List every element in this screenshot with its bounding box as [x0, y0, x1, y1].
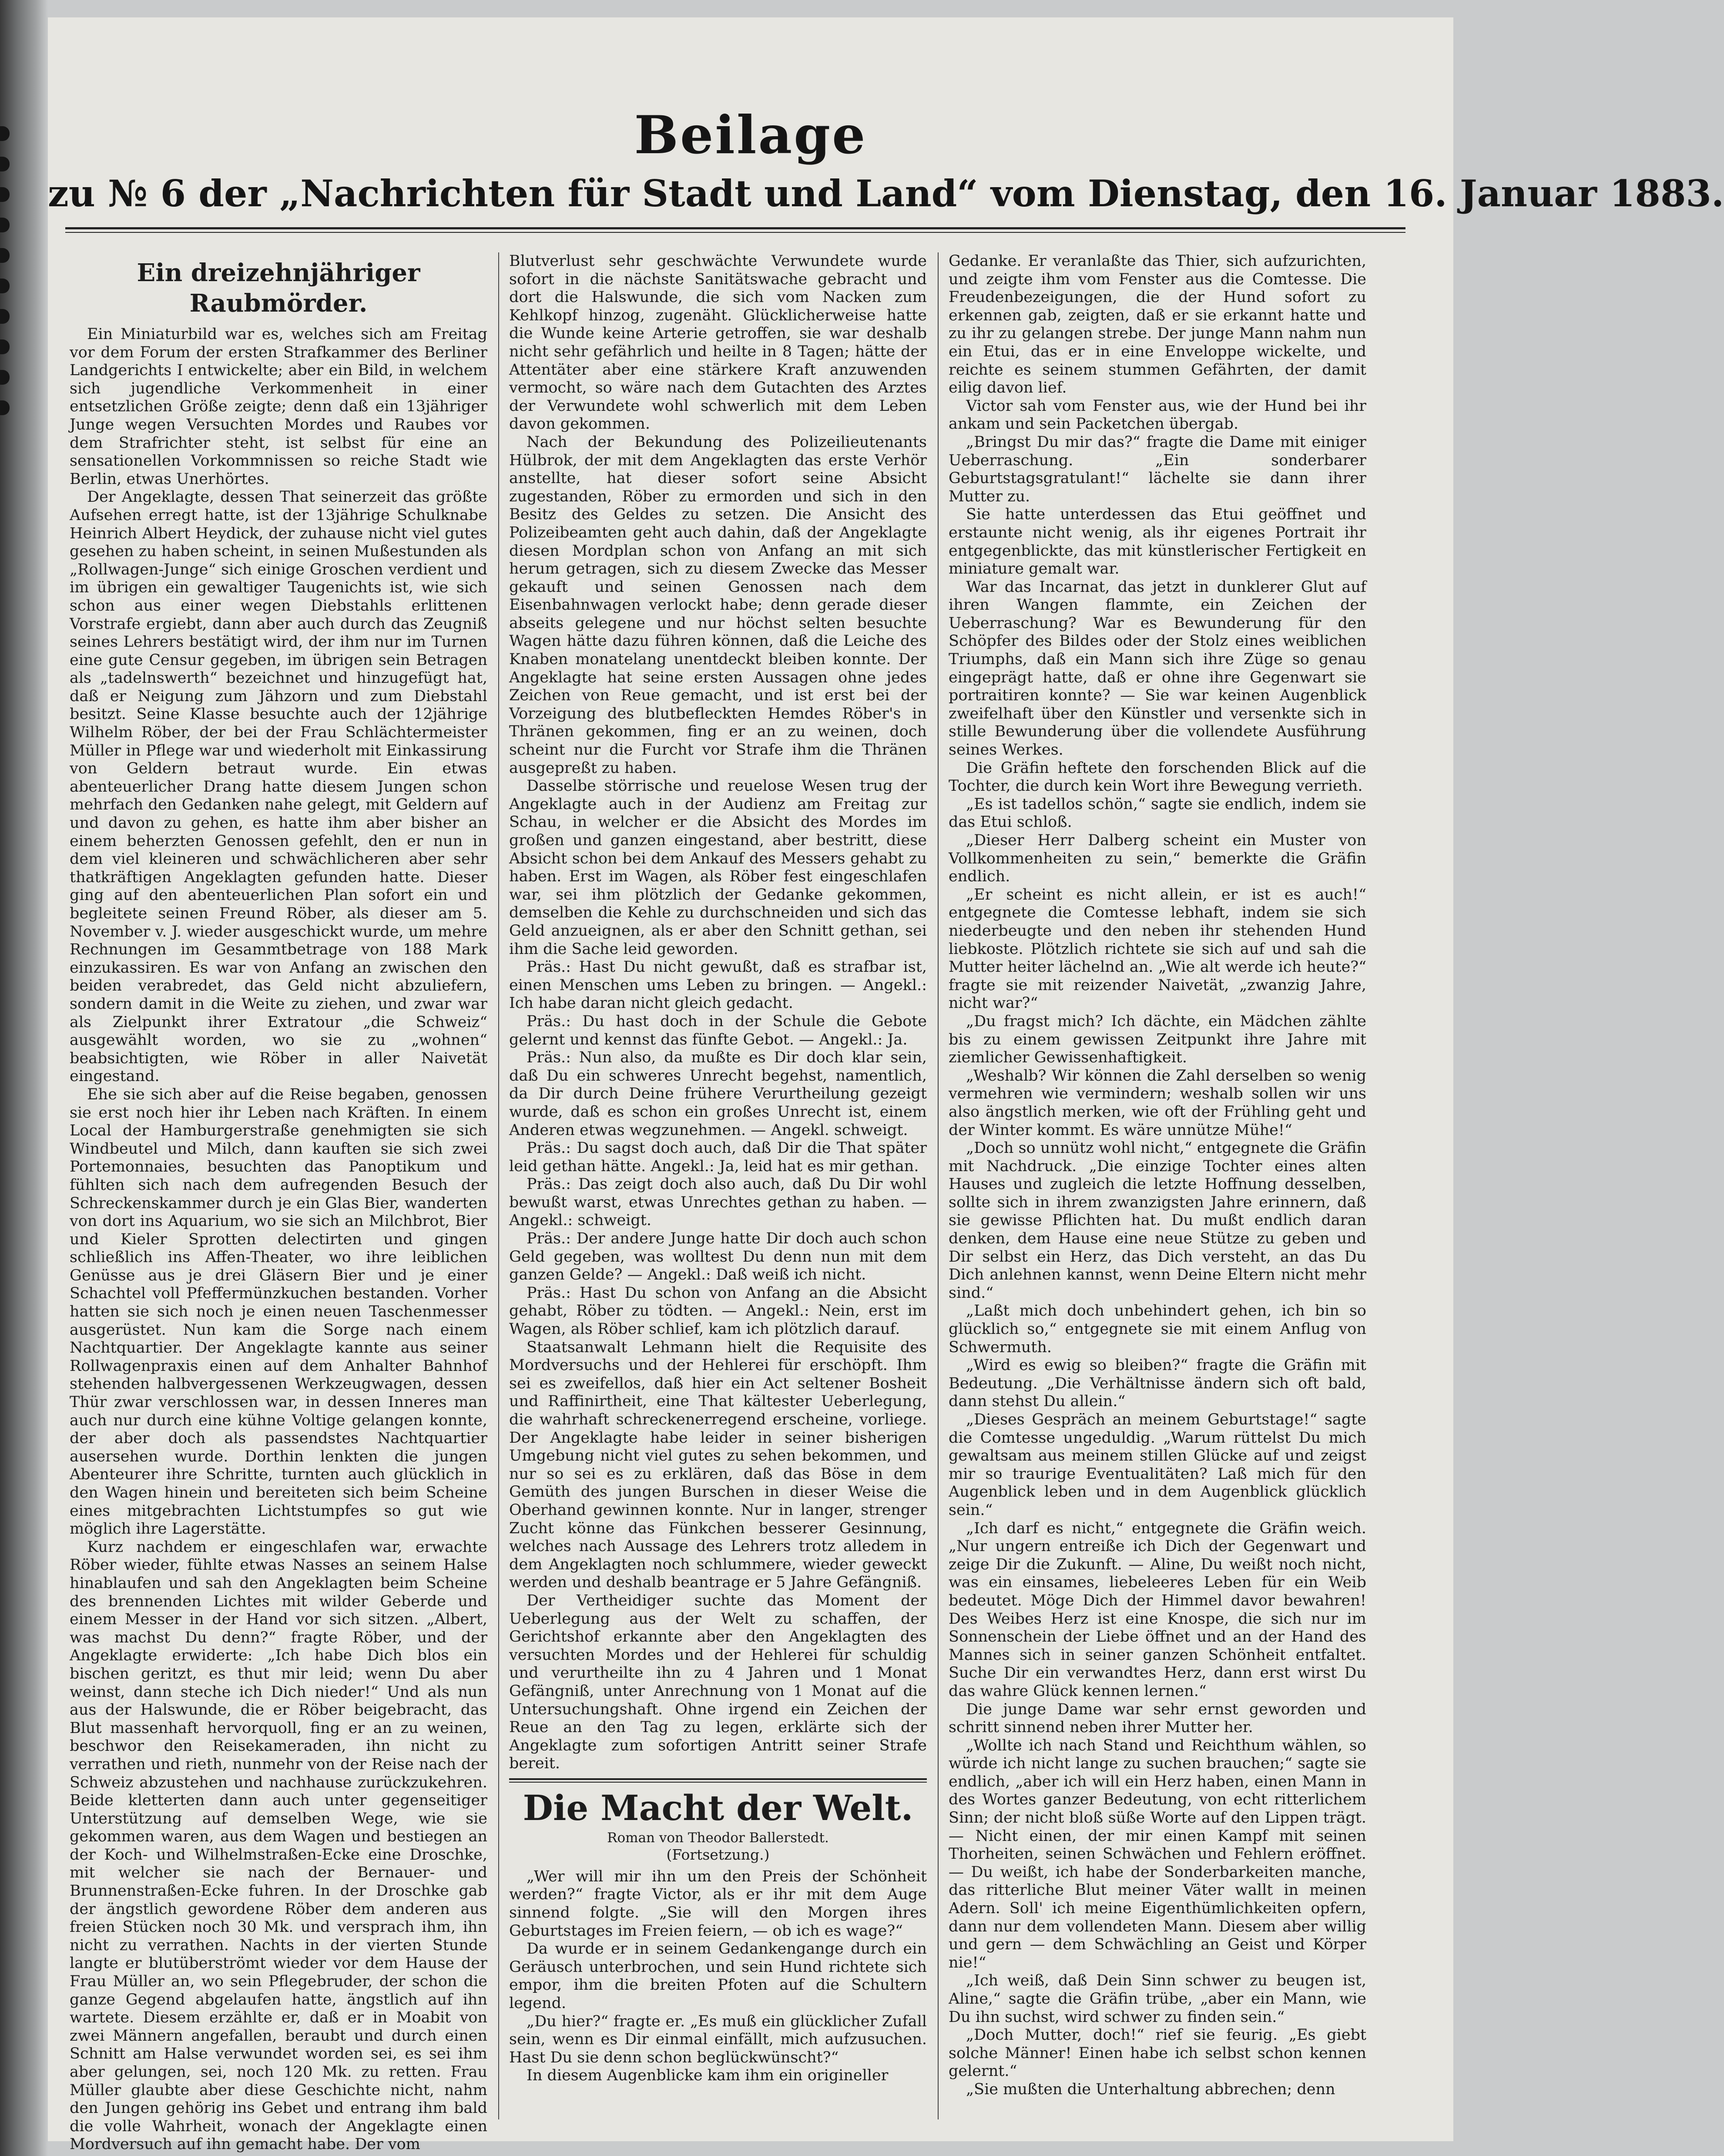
- article-paragraph: Kurz nachdem er eingeschlafen war, erwachte Röber wieder, fühlte etwas Nasses an seinem Halse hinablaufen und sah den Angeklagten beim Scheine des brennenden Lichtes mit wilder Geberde und einem Messer in der Hand vor sich sitzen. „Albert, was machst Du denn?“ fragte Röber, und der Angeklagte erwiderte: „Ich habe Dich blos ein bischen geritzt, es thut mir leid; wenn Du aber weinst, dann steche ich Dich nieder!“ Und als nun aus der Halswunde, die er Röber beigebracht, das Blut massenhaft hervorquoll, fing er an zu weinen, beschwor den Reisekameraden, ihn nicht zu verrathen und rieth, nunmehr von der Reise nach der Schweiz abzustehen und nachhause zurückzukehren. Beide kletterten dann auch unter gegenseitiger Unterstützung auf demselben Wege, wie sie gekommen waren, aus dem Wagen und bestiegen an der Koch- und Wilhelmstraßen-Ecke eine Droschke, mit welcher sie nach der Bernauer- und Brunnenstraßen-Ecke fuhren. In der Droschke gab der ängstlich gewordene Röber dem anderen aus freien Stücken noch 30 Mk. und versprach ihm, ihn nicht zu verrathen. Nachts in der vierten Stunde langte er blutüberströmt wieder vor dem Hause der Frau Müller an, wo sein Pflegebruder, der schon die ganze Gegend abgelaufen hatte, ängstlich auf ihn wartete. Diesem erzählte er, daß er in Moabit von zwei Männern angefallen, beraubt und durch einen Schnitt am Halse verwundet worden sei, es sei ihm aber gelungen, sei, noch 120 Mk. zu retten. Frau Müller glaubte aber diese Geschichte nicht, nahm den Jungen gehörig ins Gebet und entrang ihm bald die volle Wahrheit, wonach der Angeklagte einen Mordversuch auf ihn gemacht habe. Der vom: [70, 1538, 487, 2153]
- serial-installment: (Fortsetzung.): [666, 1846, 770, 1863]
- serial-byline: Roman von Theodor Ballerstedt.: [607, 1830, 829, 1846]
- article-paragraph: Nach der Bekundung des Polizeilieutenants Hülbrok, der mit dem Angeklagten das erste Verhör anstellte, hat dieser sofort seine Absicht zugestanden, Röber zu ermorden und sich in den Besitz des Geldes zu setzen. Die Ansicht des Polizeibeamten geht auch dahin, daß der Angeklagte diesen Mordplan schon von Anfang an mit sich herum getragen, sich zu diesem Zwecke das Messer gekauft und seinen Genossen nach dem Eisenbahnwagen verlockt habe; denn gerade dieser abseits gelegene und nur höchst selten besuchte Wagen hätte dazu führen können, daß die Leiche des Knaben monatelang unentdeckt bleiben konnte. Der Angeklagte hat seine ersten Aussagen ohne jedes Zeichen von Reue gemacht, und ist erst bei der Vorzeigung des blutbefleckten Hemdes Röber's in Thränen gekommen, fing er an zu weinen, doch scheint nur die Furcht vor Strafe ihm die Thränen ausgepreßt zu haben.: [509, 433, 927, 777]
- article-paragraph: Präs.: Der andere Junge hatte Dir doch auch schon Geld gegeben, was wolltest Du denn nun mit dem ganzen Gelde? — Angekl.: Daß weiß ich nicht.: [509, 1230, 927, 1284]
- article-paragraph: Präs.: Hast Du schon von Anfang an die Absicht gehabt, Röber zu tödten. — Angekl.: Nein, erst im Wagen, als Röber schlief, kam ich plötzlich darauf.: [509, 1284, 927, 1338]
- binding-hole: [0, 370, 10, 385]
- article-paragraph: „Ich weiß, daß Dein Sinn schwer zu beugen ist, Aline,“ sagte die Gräfin trübe, „aber ein Mann, wie Du ihn suchst, wird schwer zu finden sein.“: [949, 1972, 1366, 2026]
- article-paragraph: Präs.: Hast Du nicht gewußt, daß es strafbar ist, einen Menschen ums Leben zu bringen. — Angekl.: Ich habe daran nicht gleich gedacht.: [509, 958, 927, 1012]
- article-paragraph: „Sie mußten die Unterhaltung abbrechen; denn: [966, 2080, 1335, 2098]
- column-1: [70, 252, 487, 2153]
- article-paragraph: Blutverlust sehr geschwächte Verwundete wurde sofort in die nächste Sanitätswache gebracht und dort die Halswunde, die sich vom Nacken zum Kehlkopf hinzog, zugenäht. Glücklicherweise hatte die Wunde keine Arterie getroffen, sie war deshalb nicht sehr gefährlich und heilte in 8 Tagen; hätte der Attentäter aber eine stärkere Kraft anzuwenden vermocht, so wäre nach dem Gutachten des Arztes der Verwundete wohl schwerlich mit dem Leben davon gekommen.: [509, 252, 927, 433]
- article-paragraph: Victor sah vom Fenster aus, wie der Hund bei ihr ankam und sein Packetchen übergab.: [949, 397, 1366, 433]
- article-paragraph: Da wurde er in seinem Gedankengange durch ein Geräusch unterbrochen, und sein Hund richtete sich empor, ihm die breiten Pfoten auf die Schultern legend.: [509, 1940, 927, 2012]
- masthead-title: Beilage: [634, 104, 867, 166]
- column-3: [949, 252, 1366, 2124]
- binding-hole: [0, 339, 10, 354]
- column-2: [509, 252, 927, 2124]
- article-paragraph: Der Vertheidiger suchte das Moment der Ueberlegung aus der Welt zu schaffen, der Gerichtshof erkannte aber den Angeklagten des versuchten Mordes und der Hehlerei für schuldig und verurtheilte ihn zu 4 Jahren und 1 Monat Gefängniß, unter Anrechnung von 1 Monat auf die Untersuchungshaft. Ohne irgend ein Zeichen der Reue an den Tag zu legen, erklärte sich der Angeklagte zum sofortigen Antritt seiner Strafe bereit.: [509, 1592, 927, 1773]
- article-paragraph: Präs.: Du hast doch in der Schule die Gebote gelernt und kennst das fünfte Gebot. — Angekl.: Ja.: [509, 1012, 927, 1048]
- masthead-subtitle: zu № 6 der „Nachrichten für Stadt und Land“ vom Dienstag, den 16. Januar 1883.: [48, 172, 1724, 215]
- binding-hole: [0, 126, 10, 141]
- binding-hole: [0, 187, 10, 202]
- column-divider: [498, 252, 499, 2119]
- article-paragraph: „Du hier?“ fragte er. „Es muß ein glücklicher Zufall sein, wenn es Dir einmal einfällt, mich aufzusuchen. Hast Du sie denn schon beglückwünscht?“: [509, 2012, 927, 2066]
- binding-hole: [0, 157, 10, 171]
- article-paragraph: „Wollte ich nach Stand und Reichthum wählen, so würde ich nicht lange zu suchen brauchen;“ sagte sie endlich, „aber ich will ein Herz haben, einen Mann in des Wortes ganzer Bedeutung, von echt ritterlichem Sinn; der nicht bloß süße Worte auf den Lippen trägt. — Nicht einen, der mir einen Kampf mit seinen Thorheiten, seinen Schwächen und Fehlern eröffnet. — Du weißt, ich habe der Sonderbarkeiten manche, das ritterliche Blut meiner Väter wallt in meinen Adern. Soll' ich meine Eigenthümlichkeiten opfern, dann nur dem vollendeten Mann. Diesem aber willig und gern — dem Schwächling an Geist und Körper nie!“: [949, 1736, 1366, 1971]
- article-paragraph: In diesem Augenblicke kam ihm ein origineller: [527, 2067, 889, 2085]
- article-paragraph: Präs.: Du sagst doch auch, daß Dir die That später leid gethan hätte. Angekl.: Ja, leid hat es mir gethan.: [509, 1139, 927, 1175]
- article-paragraph: „Es ist tadellos schön,“ sagte sie endlich, indem sie das Etui schloß.: [949, 795, 1366, 831]
- column-divider: [938, 252, 939, 2119]
- article-paragraph: „Ich darf es nicht,“ entgegnete die Gräfin weich. „Nur ungern entreiße ich Dich der Gegenwart und zeige Dir die Zukunft. — Aline, Du weißt noch nicht, was ein einsames, liebeleeres Leben für ein Weib bedeutet. Möge Dich der Himmel davor bewahren! Des Weibes Herz ist eine Knospe, die sich nur im Sonnenschein der Liebe öffnet und an der Hand des Mannes sich in seiner ganzen Schönheit entfaltet. Suche Dir ein verwandtes Herz, dann erst wirst Du das wahre Glück kennen lernen.“: [949, 1519, 1366, 1700]
- section-divider: [509, 1778, 927, 1783]
- article-headline: Ein dreizehnjähriger Raubmörder.: [137, 259, 420, 318]
- article-paragraph: Die junge Dame war sehr ernst geworden und schritt sinnend neben ihrer Mutter her.: [949, 1700, 1366, 1736]
- article-paragraph: „Doch Mutter, doch!“ rief sie feurig. „Es giebt solche Männer! Einen habe ich selbst schon kennen gelernt.“: [949, 2026, 1366, 2080]
- article-paragraph: Der Angeklagte, dessen That seinerzeit das größte Aufsehen erregt hatte, ist der 13jährige Schulknabe Heinrich Albert Heydick, der zuhause nicht viel gutes gesehen zu haben scheint, in seinen Mußestunden als „Rollwagen-Junge“ sich einige Groschen verdient und im übrigen ein gewaltiger Taugenichts ist, wie sich schon aus einer wegen Diebstahls erlittenen Vorstrafe ergiebt, dann aber auch durch das Zeugniß seines Lehrers bestätigt wird, der ihm nur im Turnen eine gute Censur gegeben, im übrigen sein Betragen als „tadelnswerth“ bezeichnet und hinzugefügt hat, daß er Neigung zum Jähzorn und zum Diebstahl besitzt. Seine Klasse besuchte auch der 12jährige Wilhelm Röber, der bei der Frau Schlächtermeister Müller in Pflege war und wiederholt mit Einkassirung von Geldern betraut wurde. Ein etwas abenteuerlicher Drang hatte diesem Jungen schon mehrfach den Gedanken nahe gelegt, mit Geldern auf und davon zu gehen, es hatte ihm aber bisher an einem beherzten Genossen gefehlt, den er nun in dem viel kleineren und schwächlicheren aber sehr thatkräftigen Angeklagten gefunden hatte. Dieser ging auf den abenteuerlichen Plan sofort ein und begleitete seinen Freund Röber, als dieser am 5. November v. J. wieder ausgeschickt wurde, um mehre Rechnungen im Gesammtbetrage von 188 Mark einzukassiren. Es war von Anfang an zwischen den beiden verabredet, das Geld nicht abzuliefern, sondern damit in die Weite zu ziehen, und zwar war als Zielpunkt ihrer Extratour „die Schweiz“ ausgewählt worden, wo sie zu „wohnen“ beabsichtigten, wie Röber in aller Naivetät eingestand.: [70, 488, 487, 1085]
- article-paragraph: „Bringst Du mir das?“ fragte die Dame mit einiger Ueberraschung. „Ein sonderbarer Geburtstagsgratulant!“ lächelte sie dann ihrer Mutter zu.: [949, 433, 1366, 505]
- article-paragraph: „Laßt mich doch unbehindert gehen, ich bin so glücklich so,“ entgegnete sie mit einem Anflug von Schwermuth.: [949, 1302, 1366, 1356]
- article-paragraph: „Du fragst mich? Ich dächte, ein Mädchen zählte bis zu einem gewissen Zeitpunkt ihre Jahre mit ziemlicher Gewissenhaftigkeit.: [949, 1012, 1366, 1067]
- article-paragraph: Sie hatte unterdessen das Etui geöffnet und erstaunte nicht wenig, als ihr eigenes Portrait ihr entgegenblickte, das mit künstlerischer Fertigkeit en miniature gemalt war.: [949, 506, 1366, 578]
- binding-hole: [0, 279, 10, 293]
- article-paragraph: Die Gräfin heftete den forschenden Blick auf die Tochter, die durch kein Wort ihre Bewegung verrieth.: [949, 759, 1366, 795]
- article-paragraph: Staatsanwalt Lehmann hielt die Requisite des Mordversuchs und der Hehlerei für erschöpft. Ihm sei es zweifellos, daß hier ein Act seltener Bosheit und Raffinirtheit, eine That kältester Ueberlegung, die wahrhaft schreckenerregend erscheine, vorliege. Der Angeklagte habe leider in seiner bisherigen Umgebung nicht viel gutes zu sehen bekommen, und nur so sei es zu erklären, daß das Böse in dem Gemüth des jungen Burschen in dieser Weise die Oberhand gewinnen konnte. Nur in langer, strenger Zucht könne das Fünkchen besserer Gesinnung, welches nach Aussage des Lehrers trotz alledem in dem Angeklagten noch schlummere, wieder geweckt werden und deshalb beantrage er 5 Jahre Gefängniß.: [509, 1338, 927, 1592]
- binding-hole: [0, 218, 10, 232]
- binding-hole: [0, 309, 10, 324]
- article-paragraph: Gedanke. Er veranlaßte das Thier, sich aufzurichten, und zeigte ihm vom Fenster aus die Comtesse. Die Freudenbezeigungen, die der Hund sofort zu erkennen gab, zeigten, daß er sie erkannt hatte und zu ihr zu gelangen strebe. Der junge Mann nahm nun ein Etui, das er in eine Enveloppe wickelte, und reichte es seinem stummen Gefährten, der damit eilig davon lief.: [949, 252, 1366, 397]
- article-paragraph: „Wer will mir ihn um den Preis der Schönheit werden?“ fragte Victor, als er ihr mit dem Auge sinnend folgte. „Sie will den Morgen ihres Geburtstages im Freien feiern, — ob ich es wage?“: [509, 1867, 927, 1940]
- article-paragraph: „Dieses Gespräch an meinem Geburtstage!“ sagte die Comtesse ungeduldig. „Warum rüttelst Du mich gewaltsam aus meinem stillen Glücke auf und zeigst mir so traurige Eventualitäten? Laß mich für den Augenblick leben und in dem Augenblick glücklich sein.“: [949, 1411, 1366, 1519]
- article-paragraph: „Weshalb? Wir können die Zahl derselben so wenig vermehren wie vermindern; weshalb sollen wir uns also ängstlich merken, wie oft der Frühling geht und der Winter kommt. Es wäre unnütze Mühe!“: [949, 1067, 1366, 1139]
- masthead: [48, 104, 1453, 166]
- article-paragraph: „Er scheint es nicht allein, er ist es auch!“ entgegnete die Comtesse lebhaft, indem sie sich niederbeugte und den neben ihr stehenden Hund liebkoste. Plötzlich richtete sie sich auf und sah die Mutter heiter lächelnd an. „Wie alt werde ich heute?“ fragte sie mit reizender Naivetät, „zwanzig Jahre, nicht war?“: [949, 886, 1366, 1012]
- article-paragraph: „Wird es ewig so bleiben?“ fragte die Gräfin mit Bedeutung. „Die Verhältnisse ändern sich oft bald, dann stehst Du allein.“: [949, 1357, 1366, 1410]
- article-paragraph: War das Incarnat, das jetzt in dunklerer Glut auf ihren Wangen flammte, ein Zeichen der Ueberraschung? War es Bewunderung für den Schöpfer des Bildes oder der Stolz eines weiblichen Triumphs, daß ein Mann sich ihre Züge so genau eingeprägt hatte, daß er ohne ihre Gegenwart sie portraitiren konnte? — Sie war keinen Augenblick zweifelhaft über den Künstler und versenkte sich in stille Bewunderung über die vollendete Ausführung seines Werkes.: [949, 578, 1366, 759]
- serial-headline: Die Macht der Welt.: [523, 1787, 913, 1828]
- article-paragraph: Präs.: Nun also, da mußte es Dir doch klar sein, daß Du ein schweres Unrecht begehst, namentlich, da Dir durch Deine frühere Verurtheilung gezeigt wurde, daß es schon ein großes Unrecht ist, einem Anderen etwas wegzunehmen. — Angekl. schweigt.: [509, 1049, 927, 1139]
- newspaper-page: [48, 17, 1724, 2153]
- article-paragraph: Dasselbe störrische und reuelose Wesen trug der Angeklagte auch in der Audienz am Freitag zur Schau, in welcher er die Absicht des Mordes im großen und ganzen eingestand, aber bestritt, diese Absicht schon bei dem Ankauf des Messers gehabt zu haben. Erst im Wagen, als Röber fest eingeschlafen war, sei ihm plötzlich der Gedanke gekommen, demselben die Kehle zu durchschneiden und sich das Geld anzueignen, als er aber den Schnitt gethan, sei ihm die Sache leid geworden.: [509, 777, 927, 958]
- page-binding-edge: [0, 0, 48, 2156]
- masthead-rule: [65, 227, 1405, 233]
- binding-hole: [0, 248, 10, 263]
- article-paragraph: „Dieser Herr Dalberg scheint ein Muster von Vollkommenheiten zu sein,“ bemerkte die Gräfin endlich.: [949, 832, 1366, 886]
- article-paragraph: Ein Miniaturbild war es, welches sich am Freitag vor dem Forum der ersten Strafkammer des Berliner Landgerichts I entwickelte; aber ein Bild, in welchem sich jugendliche Verkommenheit in einer entsetzlichen Größe zeigte; denn daß ein 13jähriger Junge wegen Versuchten Mordes und Raubes vor dem Strafrichter steht, ist selbst für eine an sensationellen Vorkommnissen so reiche Stadt wie Berlin, etwas Unerhörtes.: [70, 326, 487, 488]
- article-paragraph: Ehe sie sich aber auf die Reise begaben, genossen sie erst noch hier ihr Leben nach Kräften. In einem Local der Hamburgerstraße genehmigten sie sich Windbeutel und Milch, dann kauften sie sich zwei Portemonnaies, besuchten das Panoptikum und fühlten sich nach dem aufregenden Besuch der Schreckenskammer durch je ein Glas Bier, wanderten von dort ins Aquarium, wo sie sich an Milchbrot, Bier und Kieler Sprotten delectirten und gingen schließlich ins Affen-Theater, wo ihre leiblichen Genüsse aus je drei Gläsern Bier und je einer Schachtel voll Pfeffermünzkuchen bestanden. Vorher hatten sie sich noch je einen neuen Taschenmesser ausgerüstet. Nun kam die Sorge nach einem Nachtquartier. Der Angeklagte kannte aus seiner Rollwagenpraxis einen auf dem Anhalter Bahnhof stehenden halbvergessenen Werkzeugwagen, dessen Thür zwar verschlossen war, in dessen Inneres man auch nur durch eine kühne Voltige gelangen konnte, der aber doch als passendstes Nachtquartier ausersehen wurde. Dorthin lenkten die jungen Abenteurer ihre Schritte, turnten auch glücklich in den Wagen hinein und bereiteten sich beim Scheine eines mitgebrachten Lichtstumpfes so gut wie möglich ihre Lagerstätte.: [70, 1085, 487, 1538]
- article-paragraph: Präs.: Das zeigt doch also auch, daß Du Dir wohl bewußt warst, etwas Unrechtes gethan zu haben. — Angekl.: schweigt.: [509, 1175, 927, 1229]
- binding-hole: [0, 400, 10, 415]
- article-paragraph: „Doch so unnütz wohl nicht,“ entgegnete die Gräfin mit Nachdruck. „Die einzige Tochter eines alten Hauses und zugleich die letzte Hoffnung desselben, sollte sich in ihrem zwanzigsten Jahre erinnern, daß sie gewisse Pflichten hat. Du mußt endlich daran denken, dem Hause eine neue Stütze zu geben und Dir selbst ein Herz, das Dich versteht, an das Du Dich anlehnen kannst, wenn Deine Eltern nicht mehr sind.“: [949, 1139, 1366, 1302]
